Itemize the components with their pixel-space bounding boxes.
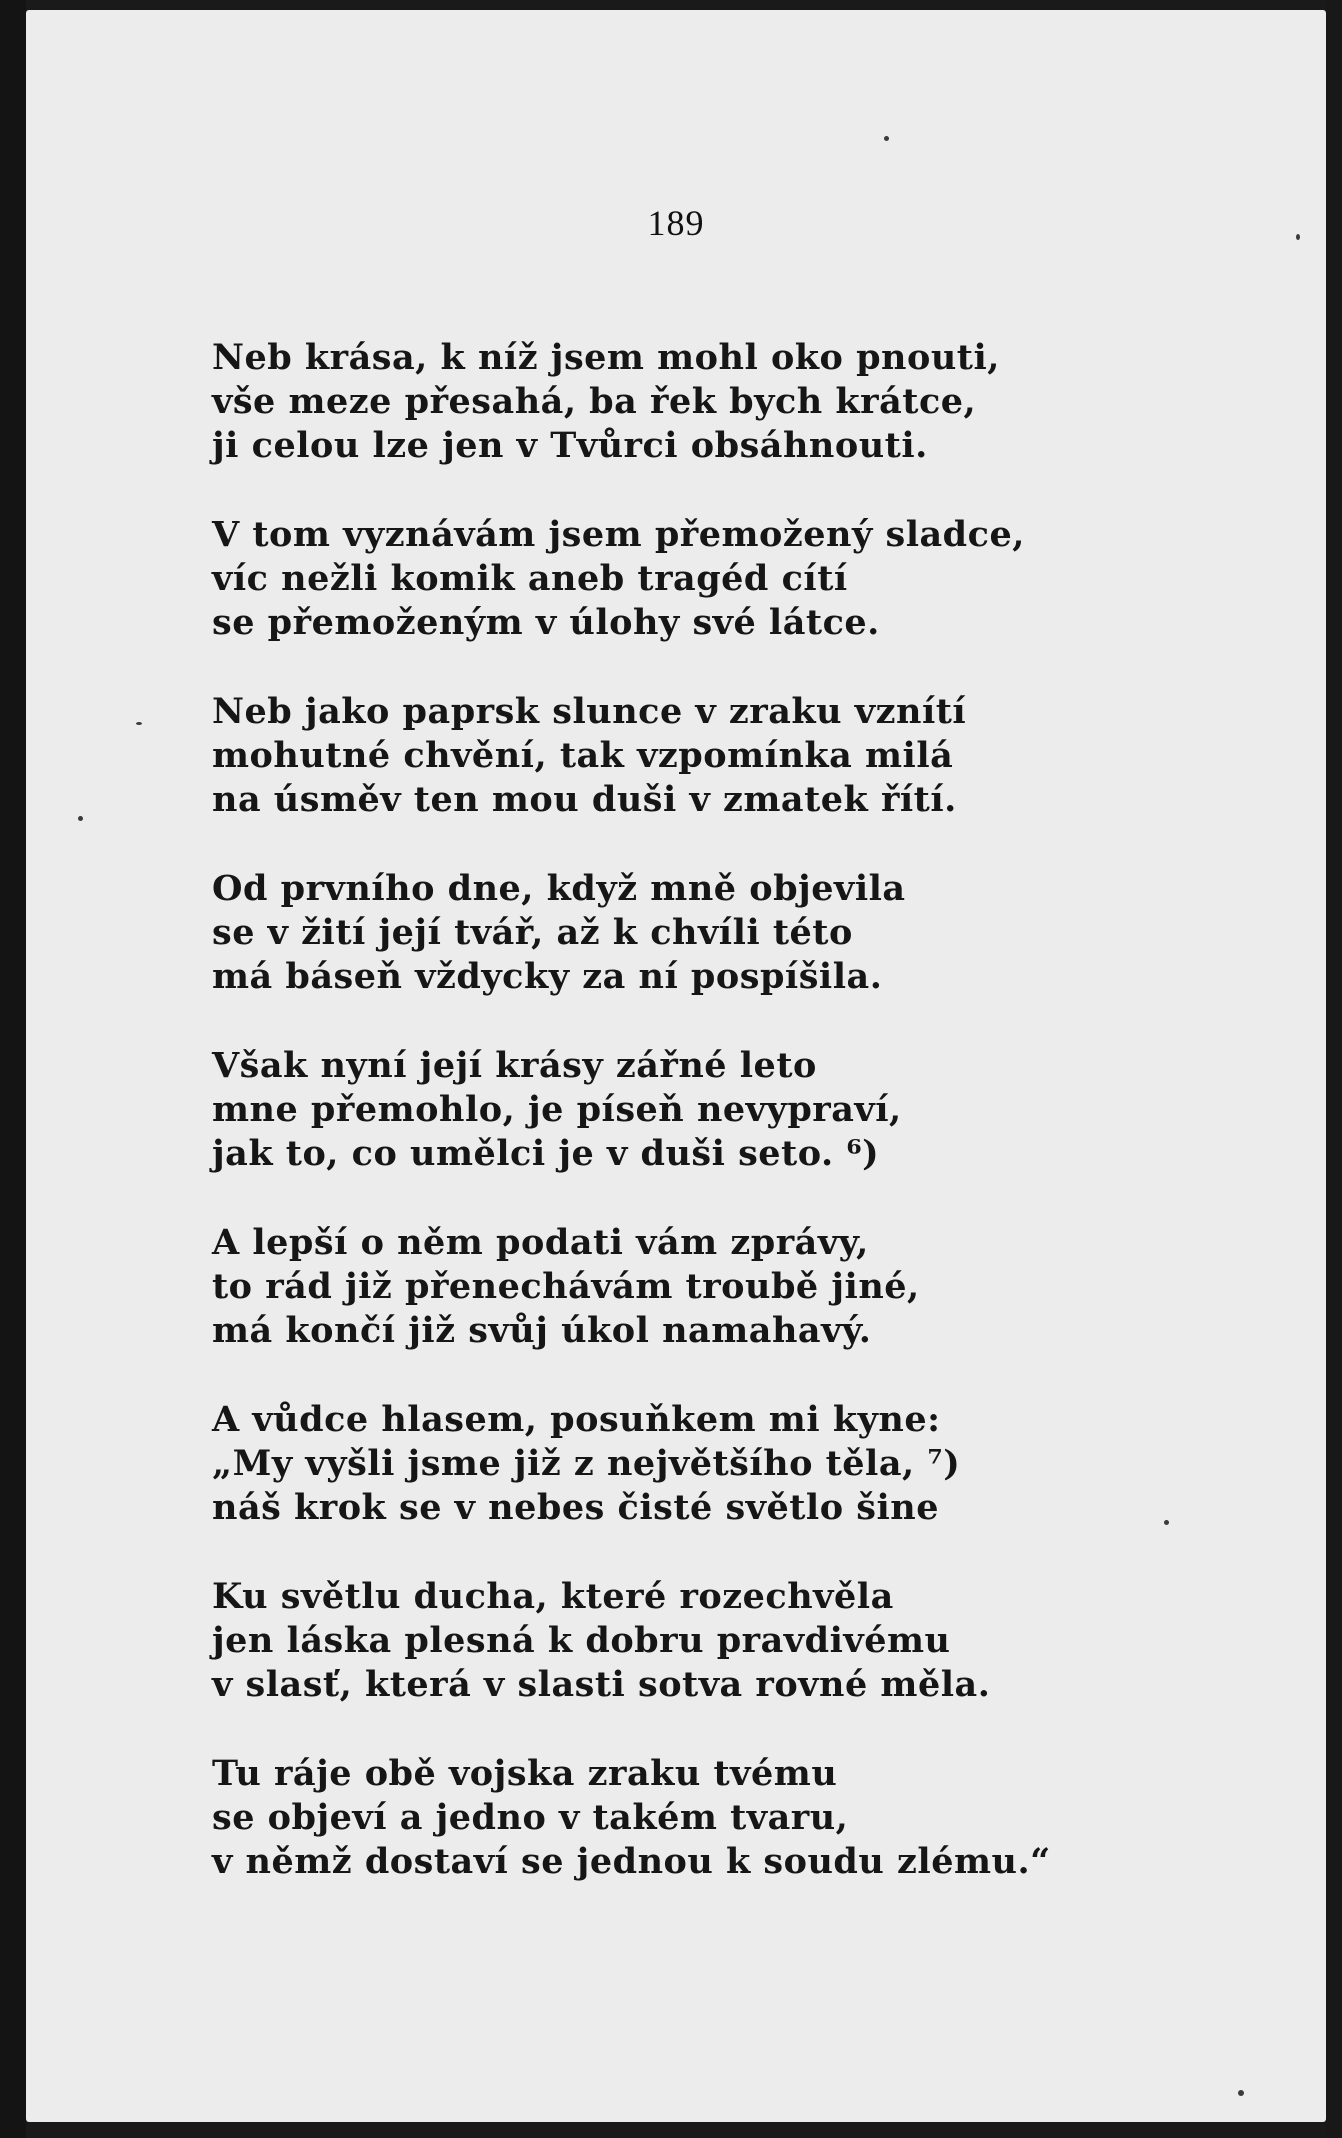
stanza-1 — [212, 336, 1112, 468]
poem-line: ji celou lze jen v Tvůrci obsáhnouti. — [212, 425, 928, 466]
stanza-2 — [212, 513, 1112, 645]
stanza-5 — [212, 1044, 1112, 1176]
book-gutter-shadow — [0, 0, 26, 2138]
poem-line: to rád již přenechávám troubě jiné, — [212, 1266, 920, 1307]
poem-line: v němž dostaví se jednou k soudu zlému.“ — [212, 1841, 1051, 1882]
poem-line: vše meze přesahá, ba řek bych krátce, — [212, 381, 977, 422]
stanza-4 — [212, 867, 1112, 999]
poem-line: V tom vyznávám jsem přemožený sladce, — [212, 514, 1025, 555]
stanza-6 — [212, 1221, 1112, 1353]
poem-line: A vůdce hlasem, posuňkem mi kyne: — [212, 1399, 941, 1440]
poem-line: jak to, co umělci je v duši seto. ⁶) — [212, 1133, 880, 1174]
poem-line: Neb jako paprsk slunce v zraku vznítí — [212, 691, 967, 732]
paper-speck — [1164, 1520, 1169, 1525]
stanza-7 — [212, 1398, 1112, 1530]
poem-line: mne přemohlo, je píseň nevypraví, — [212, 1089, 902, 1130]
poem-line: na úsměv ten mou duši v zmatek řítí. — [212, 779, 957, 820]
poem-line: se v žití její tvář, až k chvíli této — [212, 912, 853, 953]
paper-speck — [884, 136, 889, 141]
poem-line: „My vyšli jsme již z největšího těla, ⁷) — [212, 1443, 961, 1484]
stanza-9 — [212, 1752, 1112, 1884]
poem-text — [212, 336, 1112, 1929]
poem-line: Od prvního dne, když mně objevila — [212, 868, 906, 909]
book-page — [26, 10, 1326, 2122]
paper-speck — [136, 722, 142, 725]
page-number: 189 — [647, 203, 705, 243]
poem-line: v slasť, která v slasti sotva rovné měla. — [212, 1664, 991, 1705]
paper-speck — [1238, 2090, 1244, 2096]
poem-line: náš krok se v nebes čisté světlo šine — [212, 1487, 939, 1528]
poem-line: Ku světlu ducha, které rozechvěla — [212, 1576, 894, 1617]
poem-line: má báseň vždycky za ní pospíšila. — [212, 956, 883, 997]
poem-line: Tu ráje obě vojska zraku tvému — [212, 1753, 838, 1794]
poem-line: má končí již svůj úkol namahavý. — [212, 1310, 872, 1351]
poem-line: A lepší o něm podati vám zprávy, — [212, 1222, 869, 1263]
poem-line: jen láska plesná k dobru pravdivému — [212, 1620, 951, 1661]
stanza-3 — [212, 690, 1112, 822]
paper-speck — [1296, 234, 1300, 240]
stanza-8 — [212, 1575, 1112, 1707]
poem-line: se objeví a jedno v takém tvaru, — [212, 1797, 849, 1838]
page-edge-shadow — [1326, 0, 1342, 2138]
paper-speck — [78, 816, 83, 821]
poem-line: víc nežli komik aneb tragéd cítí — [212, 558, 848, 599]
poem-line: se přemoženým v úlohy své látce. — [212, 602, 880, 643]
poem-line: mohutné chvění, tak vzpomínka milá — [212, 735, 954, 776]
poem-line: Neb krása, k níž jsem mohl oko pnouti, — [212, 337, 1000, 378]
poem-line: Však nyní její krásy zářné leto — [212, 1045, 817, 1086]
